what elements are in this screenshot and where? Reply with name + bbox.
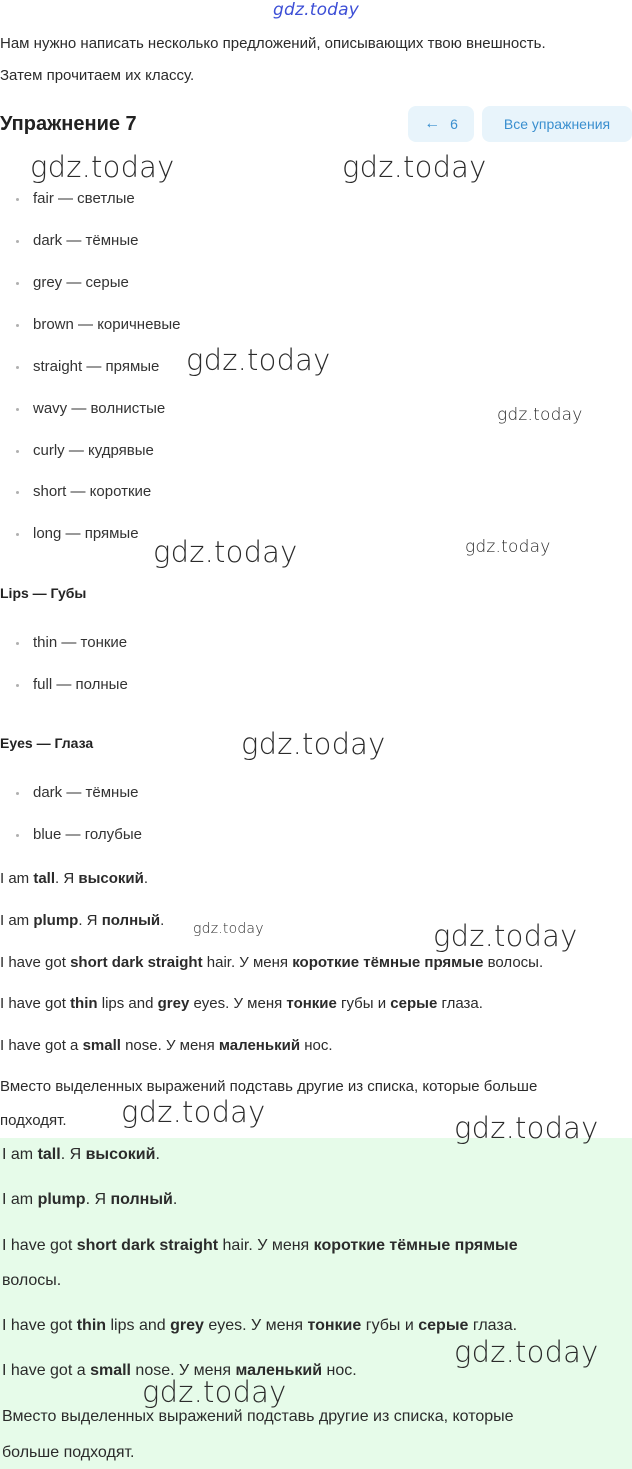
list-item: grey — серые bbox=[18, 274, 129, 291]
list-item: fair — светлые bbox=[18, 190, 135, 207]
list-item: short — короткие bbox=[18, 483, 151, 500]
watermark: gdz.today bbox=[193, 921, 264, 937]
watermark: gdz.today bbox=[142, 1375, 287, 1409]
answer-block bbox=[0, 1138, 632, 1469]
eyes-heading: Eyes — Глаза bbox=[0, 735, 94, 751]
example-sentence: I have got short dark straight hair. У меня короткие тёмные прямые волосы. bbox=[0, 954, 544, 971]
watermark: gdz.today bbox=[342, 150, 487, 184]
all-exercises-button[interactable] bbox=[482, 106, 632, 142]
list-item: full — полные bbox=[18, 676, 128, 693]
watermark-top: gdz.today bbox=[273, 0, 360, 20]
list-item: thin — тонкие bbox=[18, 634, 127, 651]
lips-heading: Lips — Губы bbox=[0, 585, 87, 601]
answer-sentence: I have got thin lips and grey eyes. У меня тонкие губы и серые глаза. bbox=[2, 1317, 518, 1334]
answer-sentence: I am plump. Я полный. bbox=[2, 1191, 178, 1208]
watermark: gdz.today bbox=[465, 537, 551, 557]
list-item: long — прямые bbox=[18, 525, 139, 542]
watermark: gdz.today bbox=[153, 535, 298, 569]
watermark: gdz.today bbox=[186, 343, 331, 377]
answer-instruction-line-2: больше подходят. bbox=[2, 1444, 135, 1461]
list-item: brown — коричневые bbox=[18, 316, 181, 333]
answer-sentence: I am tall. Я высокий. bbox=[2, 1146, 160, 1163]
list-item: straight — прямые bbox=[18, 358, 159, 375]
prev-exercise-button[interactable] bbox=[408, 106, 474, 142]
list-item: dark — тёмные bbox=[18, 232, 138, 249]
watermark: gdz.today bbox=[433, 919, 578, 953]
answer-instruction-line-1: Вместо выделенных выражений подставь другие из списка, которые bbox=[2, 1408, 514, 1425]
watermark: gdz.today bbox=[30, 150, 175, 184]
list-item: wavy — волнистые bbox=[18, 400, 165, 417]
watermark: gdz.today bbox=[497, 405, 583, 425]
answer-sentence: I have got short dark straight hair. У меня короткие тёмные прямые bbox=[2, 1237, 518, 1254]
watermark: gdz.today bbox=[454, 1111, 599, 1145]
list-item: blue — голубые bbox=[18, 826, 142, 843]
example-sentence: I have got thin lips and grey eyes. У меня тонкие губы и серые глаза. bbox=[0, 995, 483, 1012]
watermark: gdz.today bbox=[241, 727, 386, 761]
intro-line-1: Нам нужно написать несколько предложений, описывающих твою внешность. bbox=[0, 35, 546, 52]
watermark: gdz.today bbox=[121, 1095, 266, 1129]
prev-exercise-label: 6 bbox=[450, 116, 458, 132]
list-item: dark — тёмные bbox=[18, 784, 138, 801]
answer-sentence: I have got a small nose. У меня маленький нос. bbox=[2, 1362, 357, 1379]
list-item: curly — кудрявые bbox=[18, 442, 154, 459]
instruction-line-2: подходят. bbox=[0, 1112, 67, 1129]
example-sentence: I have got a small nose. У меня маленький нос. bbox=[0, 1037, 333, 1054]
intro-line-2: Затем прочитаем их классу. bbox=[0, 67, 195, 84]
example-sentence: I am plump. Я полный. bbox=[0, 912, 165, 929]
page-title: Упражнение 7 bbox=[0, 113, 137, 135]
arrow-left-icon: ← bbox=[424, 115, 441, 132]
example-sentence: I am tall. Я высокий. bbox=[0, 870, 149, 887]
watermark: gdz.today bbox=[454, 1335, 599, 1369]
instruction-line-1: Вместо выделенных выражений подставь другие из списка, которые больше bbox=[0, 1078, 538, 1095]
answer-sentence-tail: волосы. bbox=[2, 1272, 62, 1289]
all-exercises-label: Все упражнения bbox=[503, 116, 611, 132]
